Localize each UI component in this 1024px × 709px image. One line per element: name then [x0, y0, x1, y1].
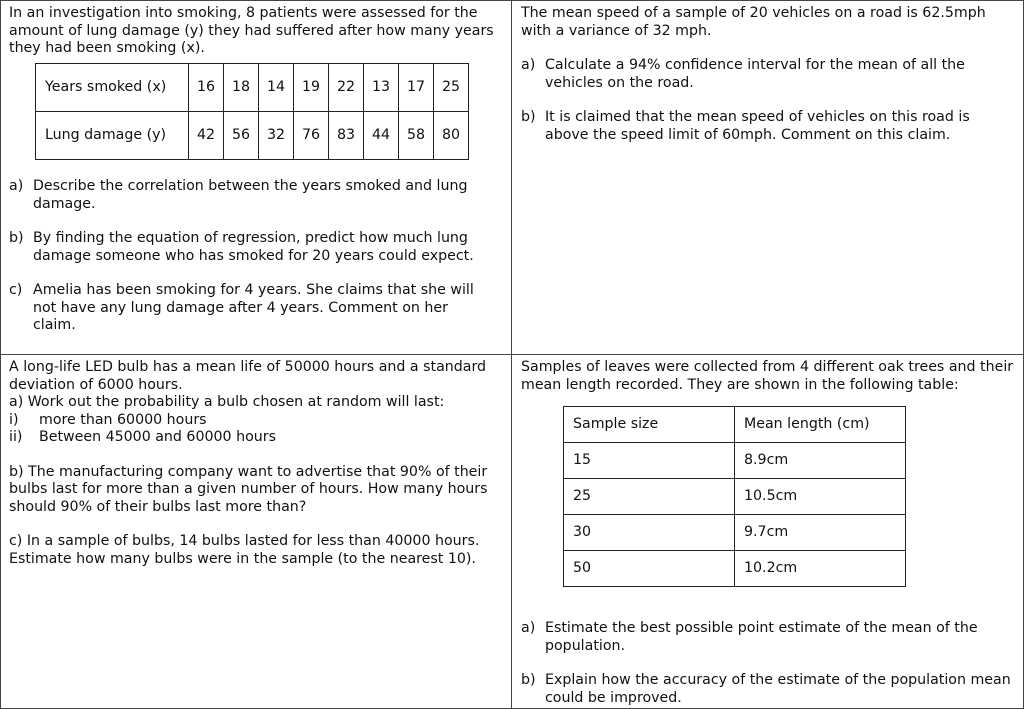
table-row [36, 64, 469, 112]
question-intro: Samples of leaves were collected from 4 different oak trees and their mean length recorded. They are shown in the following table: [521, 359, 1014, 393]
table-cell: 83 [329, 112, 364, 160]
table-cell: 32 [259, 112, 294, 160]
part-b: b) The manufacturing company want to advertise that 90% of their bulbs last for more than a given number of hours. How many hours should 90% of their bulbs last more than? [9, 463, 488, 515]
part-label: b) [521, 672, 536, 688]
part-b [521, 109, 1017, 144]
question-intro: In an investigation into smoking, 8 patients were assessed for the amount of lung damage (y) they had suffered after how many years they had been smoking (x). [9, 5, 494, 56]
smoking-data-table [35, 63, 469, 160]
question-oak-leaves [521, 359, 1017, 394]
part-a: a) Work out the probability a bulb chosen at random will last: [9, 394, 445, 410]
table-row [36, 112, 469, 160]
part-text: Calculate a 94% confidence interval for the mean of all the vehicles on the road. [545, 57, 965, 91]
table-cell: 16 [189, 64, 224, 112]
part-label: i) [9, 411, 19, 428]
table-cell: 9.7cm [735, 515, 906, 551]
table-cell: 42 [189, 112, 224, 160]
part-text: Describe the correlation between the years smoked and lung damage. [33, 178, 468, 212]
table-cell: 50 [564, 551, 735, 587]
leaves-data-table [563, 406, 906, 587]
part-label: a) [521, 57, 536, 73]
part-label: b) [9, 230, 24, 246]
row-header: Lung damage (y) [36, 112, 189, 160]
part-c [9, 282, 491, 335]
table-cell: 25 [564, 479, 735, 515]
table-cell: 19 [294, 64, 329, 112]
part-text: Amelia has been smoking for 4 years. She claims that she will not have any lung damage after 4 years. Comment on her claim. [33, 282, 474, 333]
part-c: c) In a sample of bulbs, 14 bulbs lasted for less than 40000 hours. Estimate how many bulbs were in the sample (to the nearest 10). [9, 533, 480, 567]
table-cell: 18 [224, 64, 259, 112]
part-label: a) [521, 620, 536, 636]
question-intro: The mean speed of a sample of 20 vehicles on a road is 62.5mph with a variance of 32 mph. [521, 5, 986, 39]
table-cell: 30 [564, 515, 735, 551]
table-cell: 25 [434, 64, 469, 112]
oak-leaves-parts [521, 620, 1017, 707]
part-text: Between 45000 and 60000 hours [39, 429, 276, 445]
table-row [564, 479, 906, 515]
part-a [521, 57, 1017, 92]
part-text: Explain how the accuracy of the estimate of the population mean could be improved. [545, 672, 1011, 706]
table-cell: 8.9cm [735, 443, 906, 479]
table-row [564, 551, 906, 587]
part-text: more than 60000 hours [39, 411, 207, 428]
table-cell: 44 [364, 112, 399, 160]
part-text: Estimate the best possible point estimate of the mean of the population. [545, 620, 978, 654]
table-row [564, 515, 906, 551]
column-header: Mean length (cm) [735, 407, 906, 443]
part-text: By finding the equation of regression, predict how much lung damage someone who has smoked for 20 years could expect. [33, 230, 474, 264]
table-header-row [564, 407, 906, 443]
table-cell: 76 [294, 112, 329, 160]
row-header: Years smoked (x) [36, 64, 189, 112]
part-b [521, 672, 1017, 707]
table-cell: 17 [399, 64, 434, 112]
part-label: a) [9, 178, 24, 194]
part-text: It is claimed that the mean speed of vehicles on this road is above the speed limit of 60mph. Comment on this claim. [545, 109, 970, 143]
table-cell: 10.5cm [735, 479, 906, 515]
part-b [9, 230, 491, 265]
table-cell: 10.2cm [735, 551, 906, 587]
question-intro: A long-life LED bulb has a mean life of 50000 hours and a standard deviation of 6000 hours. [9, 359, 487, 393]
part-label: ii) [9, 429, 23, 445]
question-led-bulb [9, 359, 504, 568]
table-cell: 80 [434, 112, 469, 160]
table-row [564, 443, 906, 479]
sub-part-ii [9, 429, 504, 447]
question-vehicle-speed [521, 5, 1017, 144]
part-a [521, 620, 1017, 655]
column-header: Sample size [564, 407, 735, 443]
table-cell: 58 [399, 112, 434, 160]
horizontal-divider [0, 354, 1024, 355]
part-label: b) [521, 109, 536, 125]
table-cell: 56 [224, 112, 259, 160]
table-cell: 14 [259, 64, 294, 112]
smoking-parts [9, 178, 491, 335]
table-cell: 22 [329, 64, 364, 112]
question-smoking [9, 5, 504, 58]
table-cell: 13 [364, 64, 399, 112]
part-label: c) [9, 282, 23, 298]
sub-part-i [9, 412, 504, 430]
table-cell: 15 [564, 443, 735, 479]
part-a [9, 178, 491, 213]
